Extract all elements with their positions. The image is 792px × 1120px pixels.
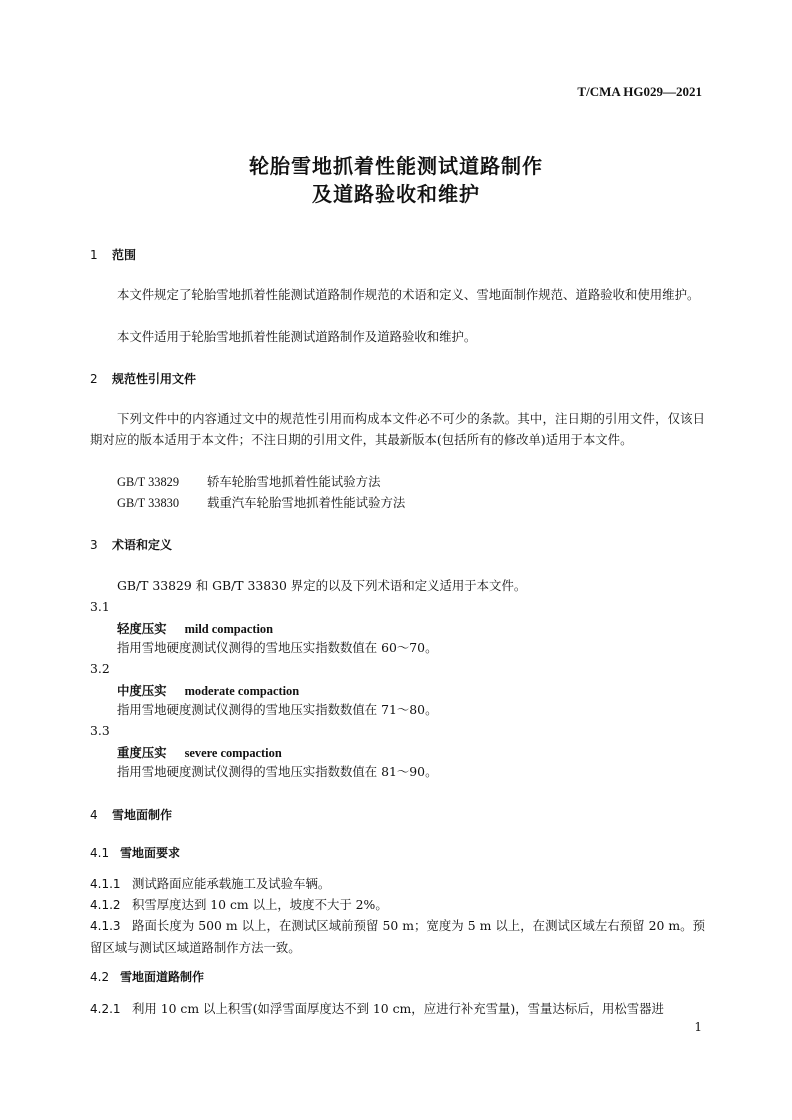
clause-item (90, 998, 705, 1020)
section-title: 规范性引用文件 (112, 372, 197, 386)
page-number: 1 (694, 1020, 702, 1034)
section-4-heading (90, 806, 172, 823)
subsection-4-2-heading (90, 968, 204, 985)
clause-item (90, 894, 705, 916)
subsection-number: 4.1 (90, 846, 110, 860)
document-title-line2: 及道路验收和维护 (312, 182, 480, 206)
term-english: mild compaction (184, 622, 274, 636)
subsection-4-1-heading (90, 844, 180, 861)
term-name (117, 681, 299, 699)
clause-text: 测试路面应能承载施工及试验车辆。 (132, 876, 331, 891)
section-1-paragraph-2: 本文件适用于轮胎雪地抓着性能测试道路制作及道路验收和维护。 (117, 329, 477, 344)
section-title: 雪地面制作 (112, 808, 173, 822)
section-2-heading (90, 370, 196, 387)
section-1-paragraph-1: 本文件规定了轮胎雪地抓着性能测试道路制作规范的术语和定义、雪地面制作规范、道路验收和使用维护。 (117, 287, 700, 302)
section-title: 范围 (112, 248, 137, 262)
section-3-heading (90, 536, 172, 553)
subsection-title: 雪地面道路制作 (120, 970, 205, 984)
term-number: 3.1 (90, 599, 110, 614)
subsection-number: 4.2 (90, 970, 110, 984)
reference-title: 载重汽车轮胎雪地抓着性能试验方法 (207, 495, 406, 510)
term-chinese: 中度压实 (117, 683, 167, 698)
reference-code: GB/T 33829 (117, 475, 180, 489)
clause-number: 4.1.1 (90, 877, 121, 891)
section-2-paragraph-1: 下列文件中的内容通过文中的规范性引用而构成本文件必不可少的条款。其中，注日期的引用文件，仅该日期对应的版本适用于本文件；不注日期的引用文件，其最新版本(包括所有的修改单)适用于本文件。 (90, 411, 705, 447)
section-number: 2 (90, 372, 98, 386)
reference-item (117, 471, 380, 493)
section-3-intro: GB/T 33829 和 GB/T 33830 界定的以及下列术语和定义适用于本文件。 (117, 578, 527, 593)
section-1-heading (90, 246, 136, 263)
term-number: 3.2 (90, 661, 110, 676)
clause-number: 4.2.1 (90, 1002, 121, 1016)
term-definition: 指用雪地硬度测试仪测得的雪地压实指数数值在 71～80。 (117, 702, 438, 717)
clause-text: 积雪厚度达到 10 cm 以上，坡度不大于 2%。 (132, 897, 388, 912)
document-title-line1: 轮胎雪地抓着性能测试道路制作 (249, 154, 543, 178)
section-number: 1 (90, 248, 98, 262)
section-title: 术语和定义 (112, 538, 173, 552)
clause-number: 4.1.3 (90, 919, 121, 933)
term-definition: 指用雪地硬度测试仪测得的雪地压实指数数值在 81～90。 (117, 764, 438, 779)
term-chinese: 轻度压实 (117, 621, 167, 636)
subsection-title: 雪地面要求 (120, 846, 181, 860)
clause-number: 4.1.2 (90, 898, 121, 912)
term-definition: 指用雪地硬度测试仪测得的雪地压实指数数值在 60～70。 (117, 640, 438, 655)
term-number: 3.3 (90, 723, 110, 738)
reference-item (117, 492, 405, 514)
clause-item (90, 873, 705, 895)
term-english: severe compaction (184, 746, 282, 760)
standard-number: T/CMA HG029—2021 (577, 84, 702, 99)
term-english: moderate compaction (184, 684, 300, 698)
term-name (117, 743, 282, 761)
term-chinese: 重度压实 (117, 745, 167, 760)
reference-code: GB/T 33830 (117, 496, 180, 510)
section-number: 3 (90, 538, 98, 552)
reference-title: 轿车轮胎雪地抓着性能试验方法 (207, 474, 381, 489)
clause-text: 路面长度为 500 m 以上，在测试区域前预留 50 m；宽度为 5 m 以上，在测试区域左右预留 20 m。预留区域与测试区域道路制作方法一致。 (90, 918, 705, 955)
term-name (117, 619, 273, 637)
section-number: 4 (90, 808, 98, 822)
clause-text: 利用 10 cm 以上积雪(如浮雪面厚度达不到 10 cm，应进行补充雪量)，雪量达标后，用松雪器进 (132, 1001, 664, 1016)
clause-item (90, 915, 705, 958)
